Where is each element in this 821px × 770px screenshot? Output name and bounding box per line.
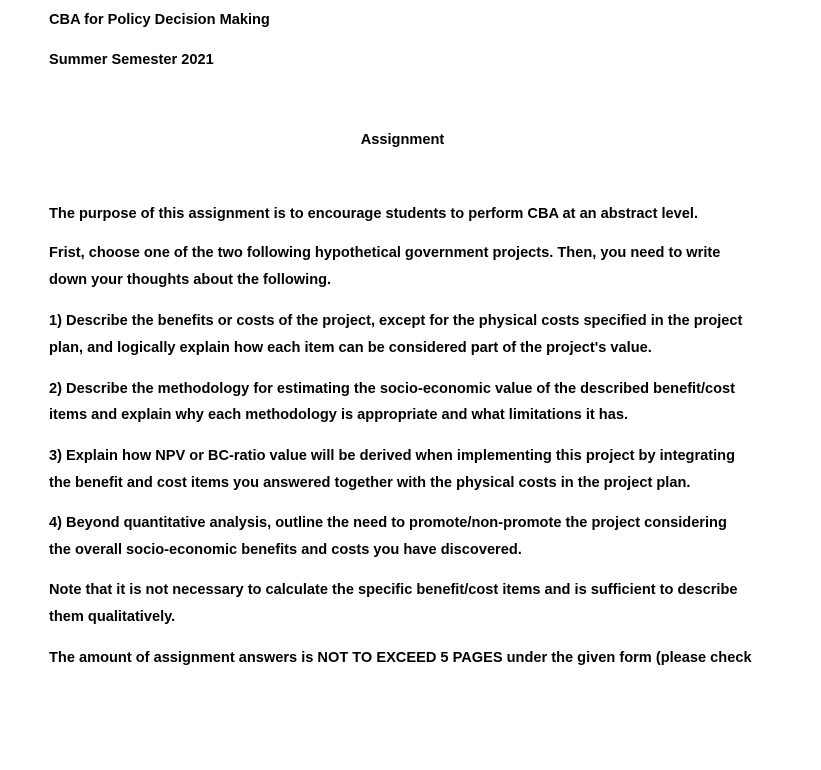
item2-line-1: 2) Describe the methodology for estimating the socio-economic value of the described benefit/cost bbox=[49, 381, 736, 397]
item1-line-1: 1) Describe the benefits or costs of the project, except for the physical costs specified in the project bbox=[49, 313, 743, 329]
item4-line-2: the overall socio-economic benefits and costs you have discovered. bbox=[49, 542, 522, 558]
purpose-paragraph: The purpose of this assignment is to encourage students to perform CBA at an abstract level. bbox=[49, 206, 699, 222]
semester-label: Summer Semester 2021 bbox=[49, 52, 214, 68]
intro-line-1: Frist, choose one of the two following hypothetical government projects. Then, you need to write bbox=[49, 245, 721, 261]
note-line-2: them qualitatively. bbox=[49, 609, 176, 625]
item1-line-2: plan, and logically explain how each item can be considered part of the project's value. bbox=[49, 340, 652, 356]
intro-line-2: down your thoughts about the following. bbox=[49, 272, 332, 288]
page-title: Assignment bbox=[360, 132, 445, 148]
note-line-1: Note that it is not necessary to calculate the specific benefit/cost items and is sufficient to describe bbox=[49, 582, 738, 598]
item3-line-1: 3) Explain how NPV or BC-ratio value will be derived when implementing this project by integrating bbox=[49, 448, 736, 464]
item2-line-2: items and explain why each methodology is appropriate and what limitations it has. bbox=[49, 407, 628, 423]
item3-line-2: the benefit and cost items you answered together with the physical costs in the project plan. bbox=[49, 475, 691, 491]
item4-line-1: 4) Beyond quantitative analysis, outline the need to promote/non-promote the project considering bbox=[49, 515, 727, 531]
amount-paragraph: The amount of assignment answers is NOT TO EXCEED 5 PAGES under the given form (please check bbox=[49, 650, 752, 666]
course-title: CBA for Policy Decision Making bbox=[49, 12, 270, 28]
